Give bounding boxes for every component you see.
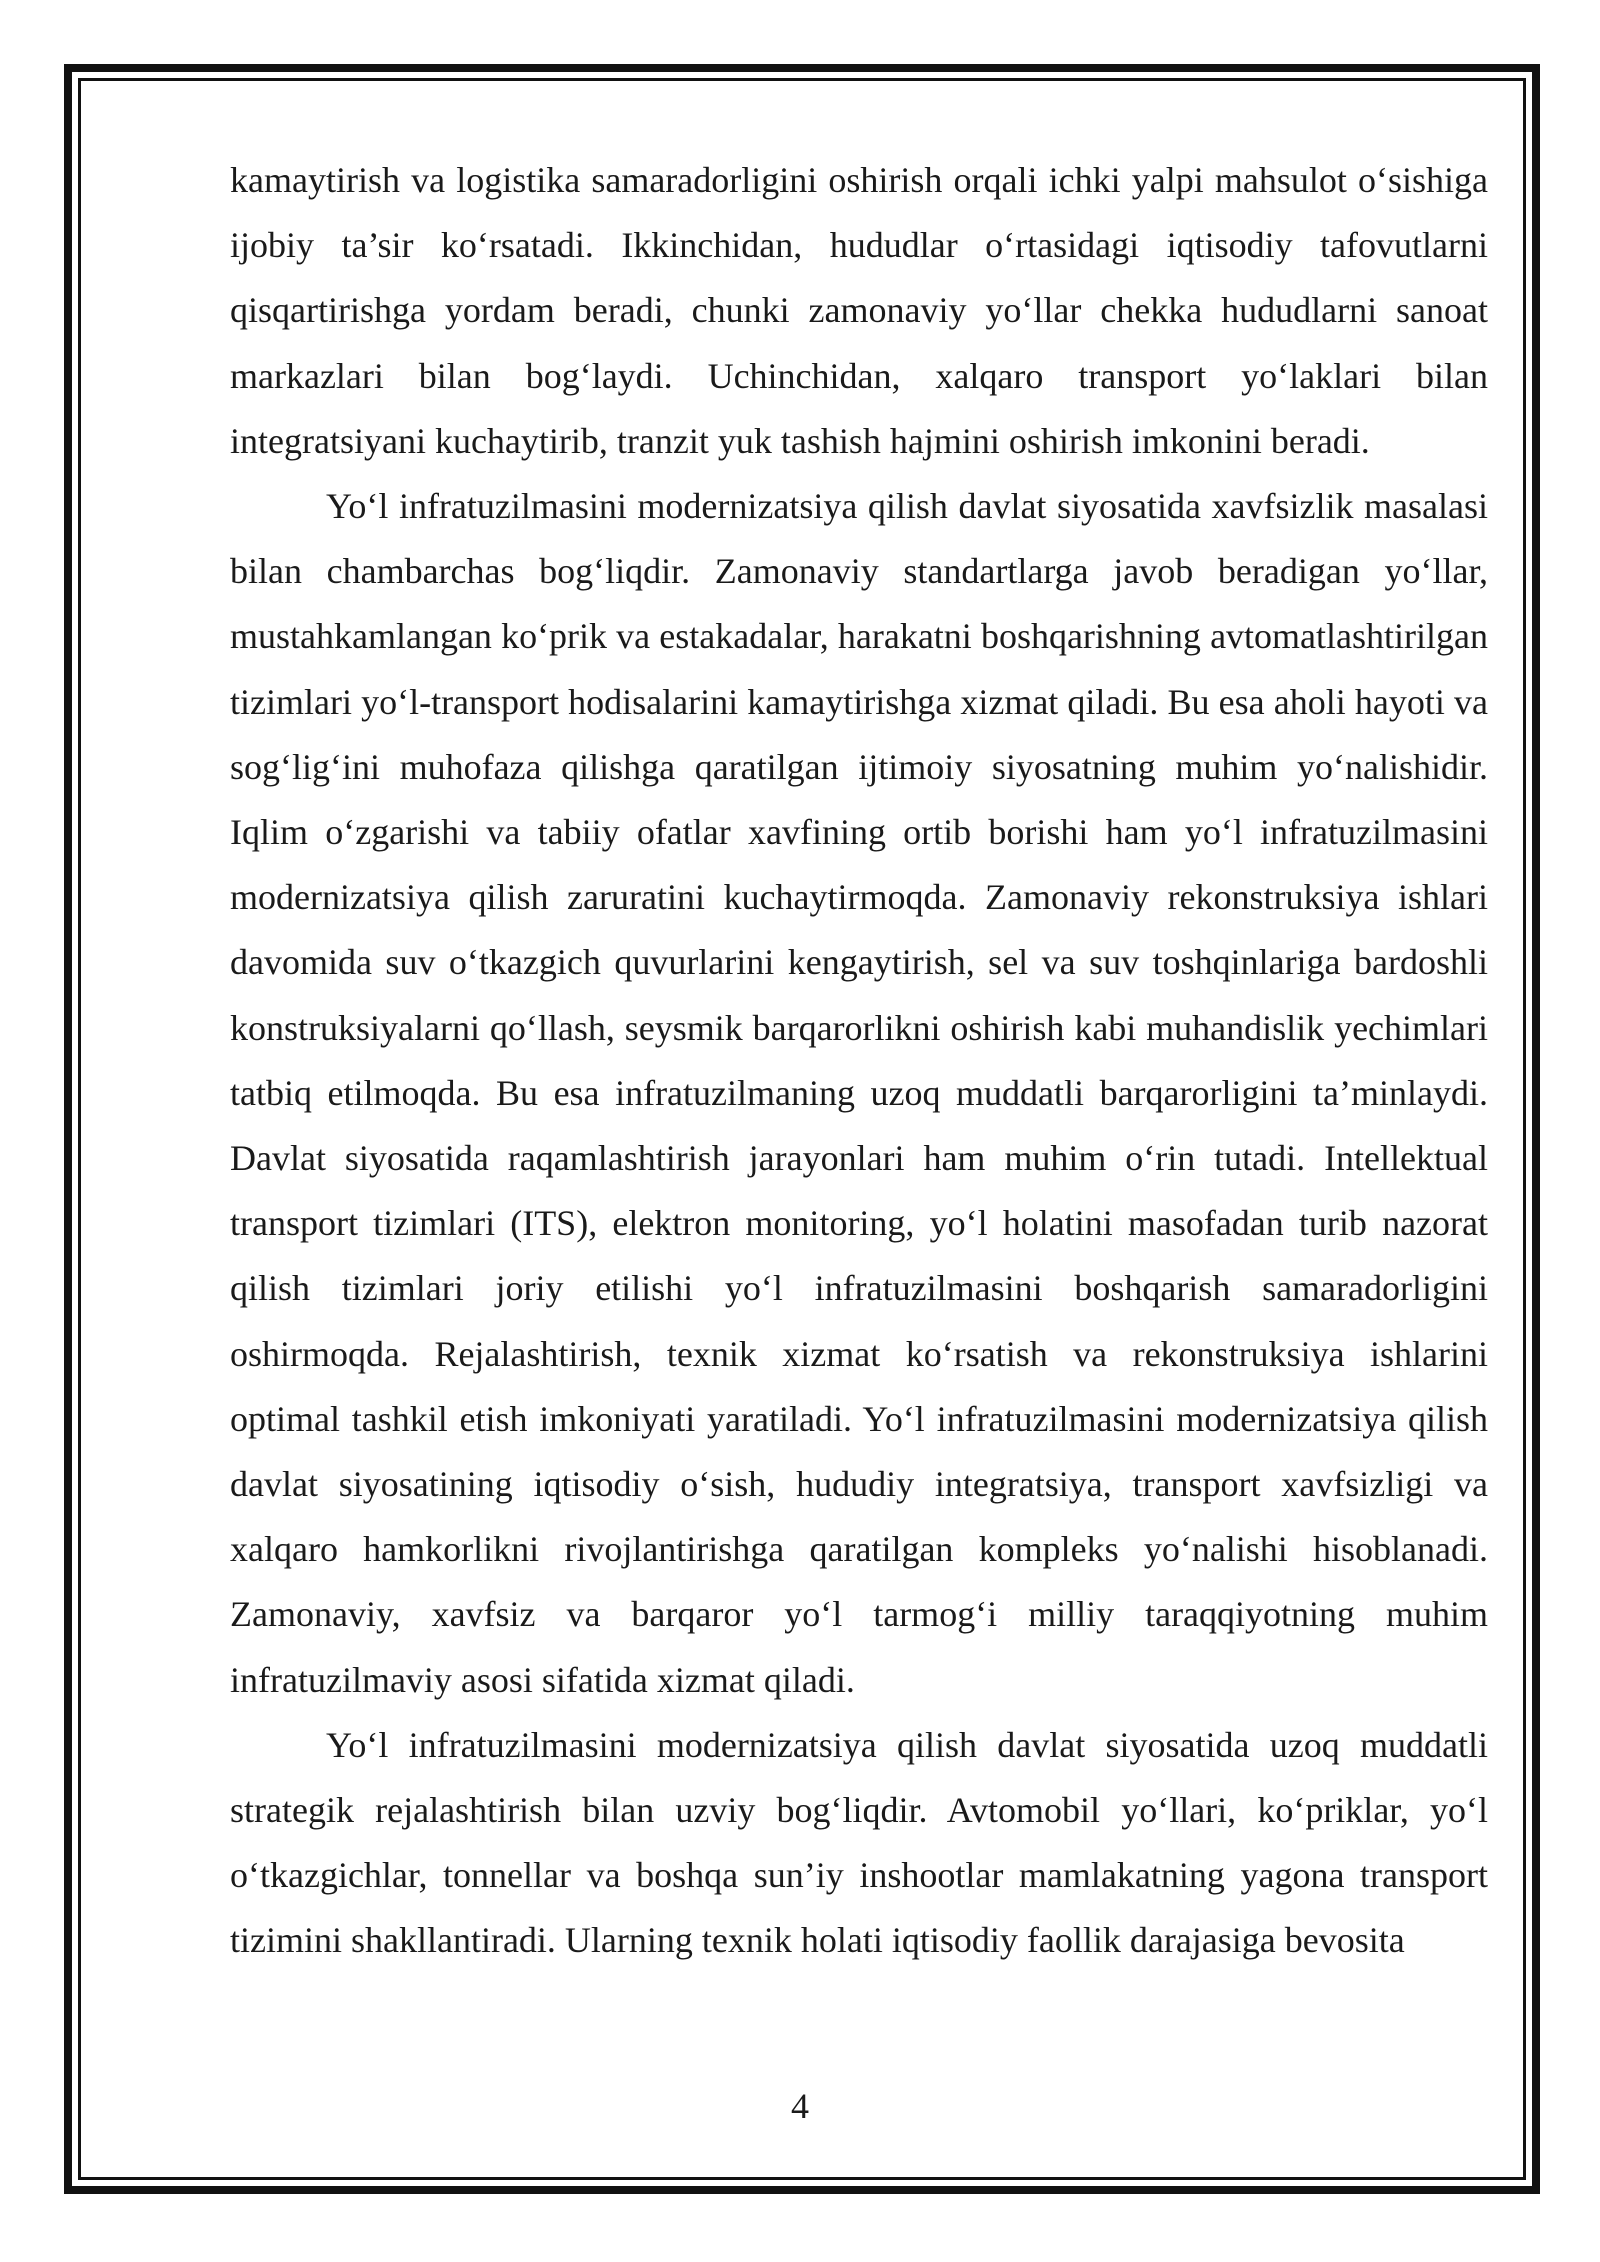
paragraph-road-safety: Yo‘l infratuzilmasini modernizatsiya qilish davlat siyosatida xavfsizlik masalasi bilan chambarchas bog‘liqdir. Zamonaviy standartlarga javob beradigan yo‘llar, mustahkamlangan ko‘prik va estakadalar, harakatni boshqarishning avtomatlashtirilgan tizimlari yo‘l-transport hodisalarini kamaytirishga xizmat qiladi. Bu esa aholi hayoti va sog‘lig‘ini muhofaza qilishga qaratilgan ijtimoiy siyosatning muhim yo‘nalishidir. Iqlim o‘zgarishi va tabiiy ofatlar xavfining ortib borishi ham yo‘l infratuzilmasini modernizatsiya qilish zaruratini kuchaytirmoqda. Zamonaviy rekonstruksiya ishlari davomida suv o‘tkazgich quvurlarini kengaytirish, sel va suv toshqinlariga bardoshli konstruksiyalarni qo‘llash, seysmik barqarorlikni oshirish kabi muhandislik yechimlari tatbiq etilmoqda. Bu esa infratuzilmaning uzoq muddatli barqarorligini ta’minlaydi. Davlat siyosatida raqamlashtirish jarayonlari ham muhim o‘rin tutadi. Intellektual transport tizimlari (ITS), elektron monitoring, yo‘l holatini masofadan turib nazorat qilish tizimlari joriy etilishi yo‘l infratuzilmasini boshqarish samaradorligini oshirmoqda. Rejalashtirish, texnik xizmat ko‘rsatish va rekonstruksiya ishlarini optimal tashkil etish imkoniyati yaratiladi. Yo‘l infratuzilmasini modernizatsiya qilish davlat siyosatining iqtisodiy o‘sish, hududiy integratsiya, transport xavfsizligi va xalqaro hamkorlikni rivojlantirishga qaratilgan kompleks yo‘nalishi hisoblanadi. Zamonaviy, xavfsiz va barqaror yo‘l tarmog‘i milliy taraqqiyotning muhim infratuzilmaviy asosi sifatida xizmat qiladi.	[230, 486, 1488, 1700]
paragraph-continued: kamaytirish va logistika samaradorligini oshirish orqali ichki yalpi mahsulot o‘sishiga ijobiy ta’sir ko‘rsatadi. Ikkinchidan, hududlar o‘rtasidagi iqtisodiy tafovutlarni qisqartirishga yordam beradi, chunki zamonaviy yo‘llar chekka hududlarni sanoat markazlari bilan bog‘laydi. Uchinchidan, xalqaro transport yo‘laklari bilan integratsiyani kuchaytirib, tranzit yuk tashish hajmini oshirish imkonini beradi.	[230, 160, 1488, 461]
document-body	[230, 148, 1488, 1974]
page-number: 4	[791, 2086, 809, 2126]
paragraph-strategic-planning: Yo‘l infratuzilmasini modernizatsiya qilish davlat siyosatida uzoq muddatli strategik rejalashtirish bilan uzviy bog‘liqdir. Avtomobil yo‘llari, ko‘priklar, yo‘l o‘tkazgichlar, tonnellar va boshqa sun’iy inshootlar mamlakatning yagona transport tizimini shakllantiradi. Ularning texnik holati iqtisodiy faollik darajasiga bevosita	[230, 1724, 1488, 1961]
